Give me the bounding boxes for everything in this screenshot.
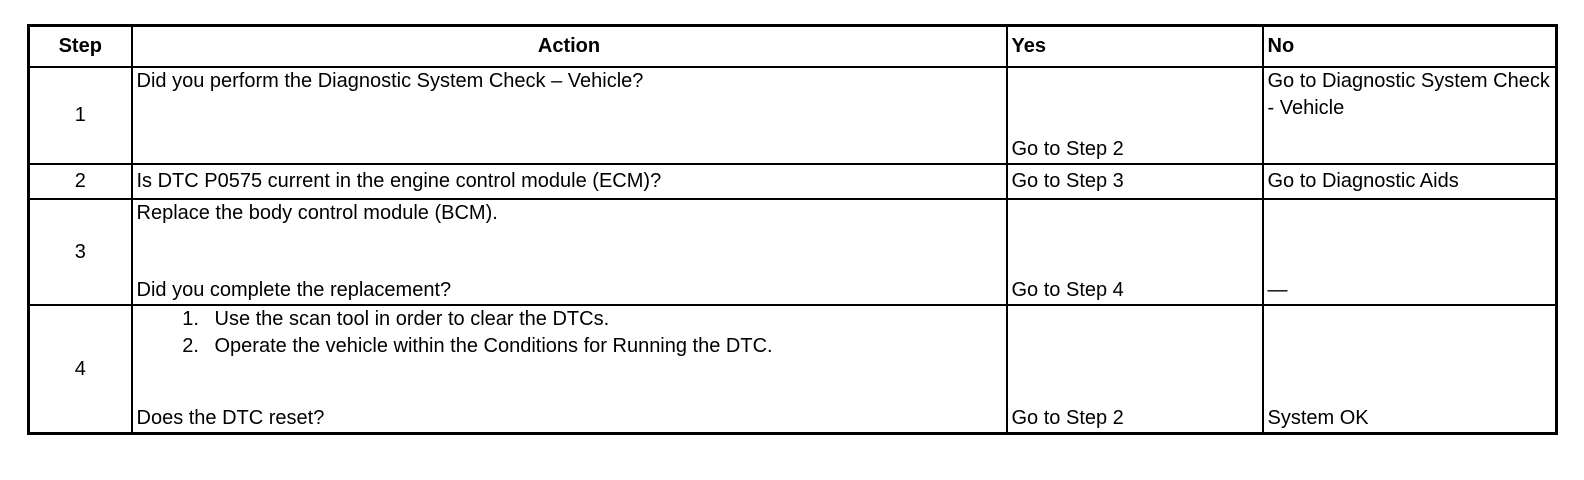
header-yes: Yes <box>1007 26 1263 68</box>
step-number: 4 <box>29 305 132 434</box>
no-result: — <box>1263 199 1557 305</box>
action-text: Is DTC P0575 current in the engine control module (ECM)? <box>132 164 1007 199</box>
action-question: Did you complete the replacement? <box>136 279 452 301</box>
header-step: Step <box>29 26 132 68</box>
yes-result: Go to Step 2 <box>1007 67 1263 164</box>
table-row <box>29 199 1557 305</box>
action-instruction: Replace the body control module (BCM). <box>136 202 498 224</box>
no-result: Go to Diagnostic System Check - Vehicle <box>1263 67 1557 164</box>
table-row <box>29 67 1557 164</box>
step-number: 3 <box>29 199 132 305</box>
substep-item: 1. Use the scan tool in order to clear the DTCs. <box>205 306 1002 333</box>
yes-result: Go to Step 4 <box>1007 199 1263 305</box>
yes-result: Go to Step 3 <box>1007 164 1263 199</box>
substep-item: 2. Operate the vehicle within the Conditions for Running the DTC. <box>205 333 1002 360</box>
action-cell <box>132 199 1007 305</box>
header-row <box>29 26 1557 68</box>
action-question: Does the DTC reset? <box>136 407 325 429</box>
step-number: 2 <box>29 164 132 199</box>
diagnostic-table <box>27 24 1558 435</box>
table-row <box>29 164 1557 199</box>
action-text: Did you perform the Diagnostic System Check – Vehicle? <box>132 67 1007 164</box>
header-no: No <box>1263 26 1557 68</box>
yes-result: Go to Step 2 <box>1007 305 1263 434</box>
action-cell <box>132 305 1007 434</box>
no-result: Go to Diagnostic Aids <box>1263 164 1557 199</box>
table-row <box>29 305 1557 434</box>
header-action: Action <box>132 26 1007 68</box>
step-number: 1 <box>29 67 132 164</box>
substep-list <box>137 306 1002 360</box>
no-result: System OK <box>1263 305 1557 434</box>
